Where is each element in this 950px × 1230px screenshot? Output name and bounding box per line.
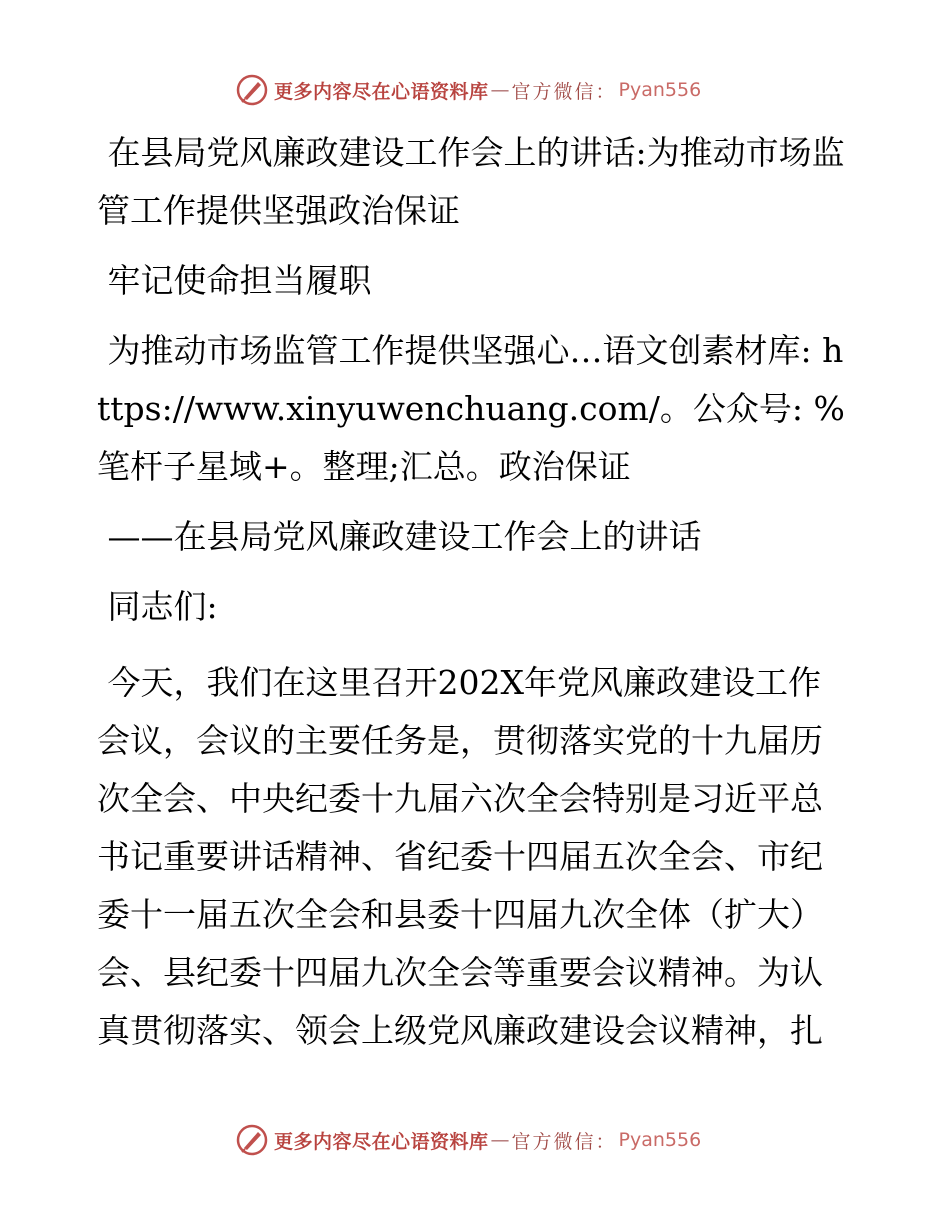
header-watermark [236, 73, 701, 107]
footer-watermark [236, 1123, 701, 1157]
watermark-brand: 更多内容尽在心语资料库 [274, 80, 489, 103]
watermark-wechat-id: Pyan556 [618, 79, 702, 101]
watermark-wechat-label: 官方微信： [511, 1130, 617, 1153]
salutation: 同志们: [97, 587, 218, 626]
quill-logo-icon [236, 74, 268, 106]
watermark-dash: — [490, 79, 510, 101]
quill-logo-icon [236, 1124, 268, 1156]
watermark-wechat-id: Pyan556 [618, 1129, 702, 1151]
body-paragraph: 今天，我们在这里召开202X年党风廉政建设工作会议，会议的主要任务是，贯彻落实党的十九届历次全会、中央纪委十九届六次全会特别是习近平总书记重要讲话精神、省纪委十四届五次全会、市纪委十一届五次全会和县委十四届九次全体（扩大）会、县纪委十四届九次全会等重要会议精神。为认真贯彻落实、领会上级党风廉政建设会议精神，扎 [97, 663, 823, 1050]
document-title: 在县局党风廉政建设工作会上的讲话:为推动市场监管工作提供坚强政治保证 [97, 133, 845, 230]
watermark-wechat-label: 官方微信： [511, 80, 617, 103]
document-body [97, 124, 849, 1060]
source-note-paragraph: 为推动市场监管工作提供坚强心…语文创素材库: https://www.xinyuwenchuang.com/。公众号: %笔杆子星域+。整理;汇总。政治保证 [97, 331, 845, 486]
document-subtitle: 牢记使命担当履职 [97, 261, 372, 300]
watermark-dash: — [490, 1129, 510, 1151]
sub-heading: ——在县局党风廉政建设工作会上的讲话 [97, 517, 702, 556]
watermark-brand: 更多内容尽在心语资料库 [274, 1130, 489, 1153]
